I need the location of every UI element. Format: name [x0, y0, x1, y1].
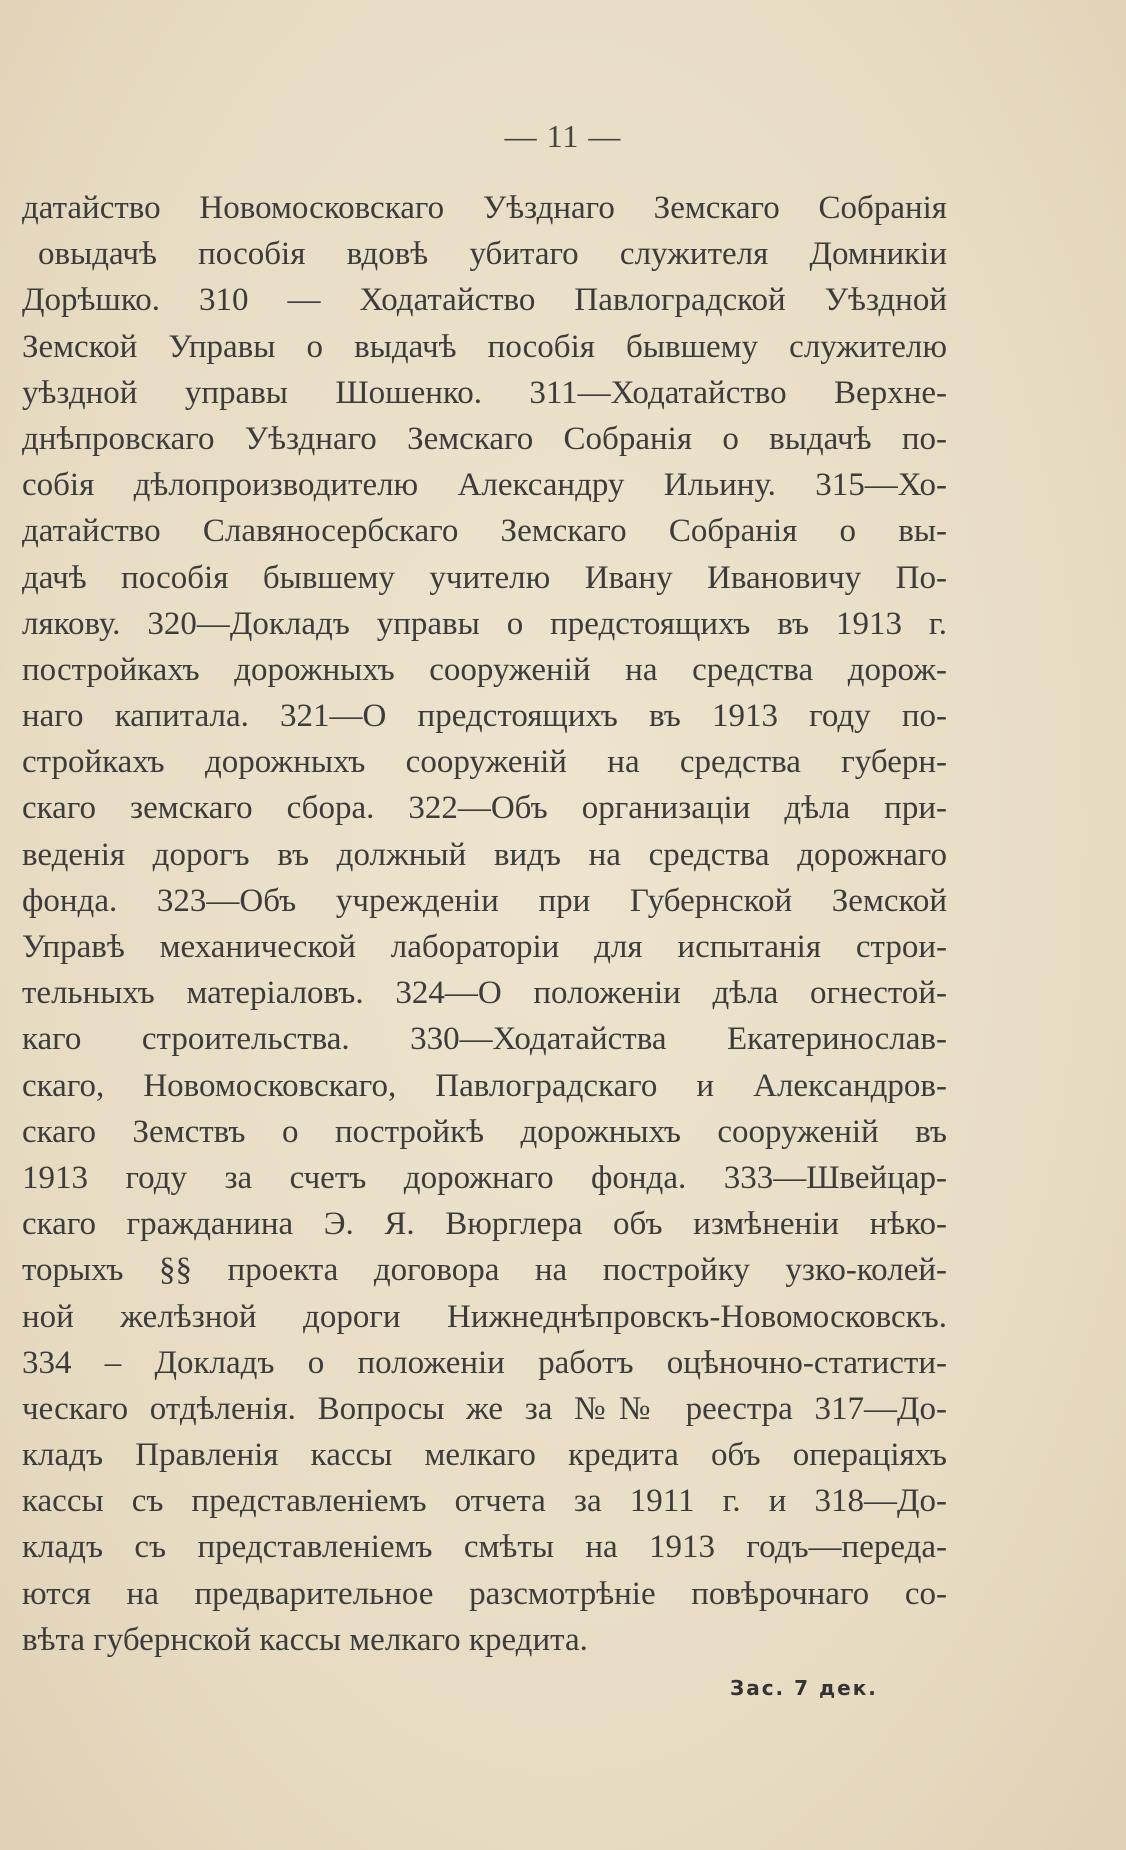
- text-line: скаго земскаго сбора. 322—Объ организаціи дѣла при-: [22, 790, 947, 827]
- text-line: скаго Земствъ о постройкѣ дорожныхъ сооруженій въ: [22, 1113, 947, 1150]
- page-number: — 11 —: [504, 118, 622, 154]
- text-line: овыдачѣ пособія вдовѣ убитаго служителя Домникіи: [38, 236, 947, 273]
- text-line: собія дѣлопроизводителю Александру Ильину. 315—Хо-: [22, 467, 947, 504]
- text-line: скаго, Новомосковскаго, Павлоградскаго и Александров-: [22, 1067, 947, 1104]
- text-line: кладъ Правленія кассы мелкаго кредита объ операціяхъ: [22, 1437, 947, 1474]
- text-line: тельныхъ матеріаловъ. 324—О положеніи дѣла огнестой-: [22, 975, 947, 1012]
- text-line: ются на предварительное разсмотрѣніе повѣрочнаго со-: [22, 1575, 947, 1612]
- text-line: каго строительства. 330—Ходатайства Екатеринослав-: [22, 1021, 947, 1058]
- text-line: 1913 году за счетъ дорожнаго фонда. 333—Швейцар-: [22, 1159, 947, 1196]
- text-line: постройкахъ дорожныхъ сооруженій на средства дорож-: [22, 651, 947, 688]
- text-line: стройкахъ дорожныхъ сооруженій на средства губерн-: [22, 744, 947, 781]
- text-line: Земской Управы о выдачѣ пособія бывшему служителю: [22, 328, 947, 365]
- body-text: [22, 185, 947, 1663]
- text-line: Управѣ механической лабораторіи для испытанія строи-: [22, 929, 947, 965]
- text-line: торыхъ §§ проекта договора на постройку узко-колей-: [22, 1252, 947, 1289]
- text-line: ческаго отдѣленія. Вопросы же за №№ реестра 317—До-: [22, 1390, 947, 1427]
- text-line: кассы съ представленіемъ отчета за 1911 г. и 318—До-: [22, 1483, 947, 1520]
- text-line: Дорѣшко. 310 — Ходатайство Павлоградской Уѣздной: [22, 282, 947, 319]
- text-line: фонда. 323—Объ учрежденіи при Губернской Земской: [22, 882, 947, 919]
- text-line: датайство Славяносербскаго Земскаго Собранія о вы-: [22, 513, 947, 550]
- text-line: наго капитала. 321—О предстоящихъ въ 1913 году по-: [22, 698, 947, 735]
- text-line: кладъ съ представленіемъ смѣты на 1913 годъ—переда-: [22, 1529, 947, 1566]
- signature-mark: Зас. 7 дек.: [730, 1676, 878, 1700]
- text-line: вѣта губернской кассы мелкаго кредита.: [22, 1621, 588, 1658]
- text-line: 334 – Докладъ о положеніи работъ оцѣночно-статисти-: [22, 1344, 947, 1381]
- text-line: скаго гражданина Э. Я. Вюрглера объ измѣненіи нѣко-: [22, 1206, 947, 1243]
- text-line: веденія дорогъ въ должный видъ на средства дорожнаго: [22, 836, 947, 873]
- text-line: датайство Новомосковскаго Уѣзднаго Земскаго Собранія: [22, 190, 947, 226]
- text-line: лякову. 320—Докладъ управы о предстоящихъ въ 1913 г.: [22, 605, 947, 642]
- text-line: уѣздной управы Шошенко. 311—Ходатайство Верхне-: [22, 374, 947, 411]
- text-line: ной желѣзной дороги Нижнеднѣпровскъ-Новомосковскъ.: [22, 1298, 947, 1335]
- text-line: днѣпровскаго Уѣзднаго Земскаго Собранія о выдачѣ по-: [22, 420, 947, 457]
- text-line: дачѣ пособія бывшему учителю Ивану Ивановичу По-: [22, 559, 947, 596]
